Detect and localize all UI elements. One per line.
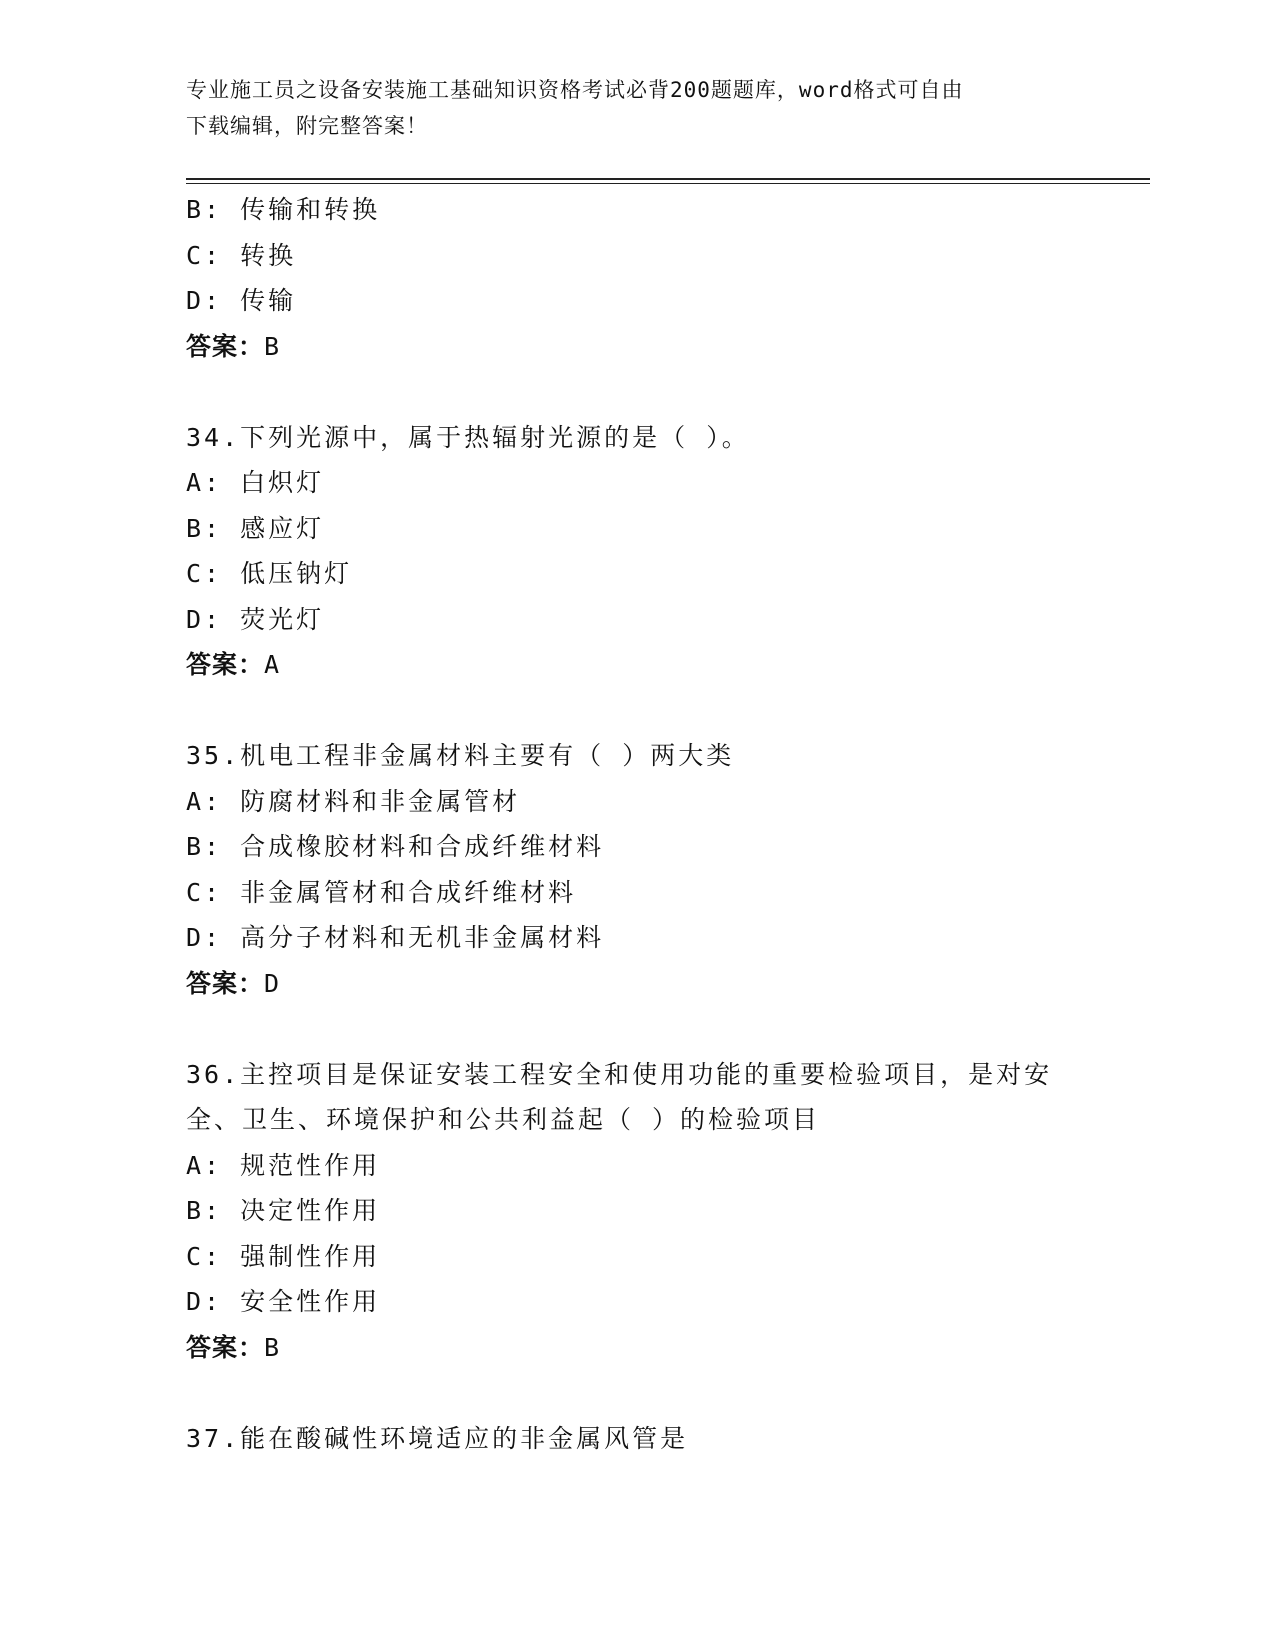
answer-line [186, 1325, 1086, 1371]
question-block-37 [186, 1416, 1086, 1462]
question-list [186, 187, 1086, 1461]
answer-line [186, 642, 1086, 688]
option-b: B: 合成橡胶材料和合成纤维材料 [186, 832, 605, 861]
answer-label: 答案： [186, 331, 265, 361]
question-stem: 37.能在酸碱性环境适应的非金属风管是 [186, 1423, 689, 1453]
question-stem: 35.机电工程非金属材料主要有（ ）两大类 [186, 741, 735, 770]
option-c: C: 转换 [186, 240, 297, 270]
answer-value: B [264, 331, 281, 361]
header-divider-thin [186, 183, 1150, 184]
answer-label: 答案： [186, 1332, 265, 1362]
question-stem-line-1: 36.主控项目是保证安装工程安全和使用功能的重要检验项目，是对安 [186, 1059, 1053, 1089]
option-d: D: 荧光灯 [186, 604, 325, 634]
answer-value: D [264, 968, 281, 998]
question-block-33-partial [186, 187, 1086, 369]
question-block-34 [186, 415, 1086, 688]
answer-label: 答案： [186, 650, 265, 679]
option-a: A: 规范性作用 [186, 1150, 381, 1180]
question-block-35 [186, 733, 1086, 1006]
answer-label: 答案： [186, 968, 265, 998]
option-d: D: 高分子材料和无机非金属材料 [186, 923, 605, 952]
option-b: B: 传输和转换 [186, 195, 381, 224]
answer-line [186, 324, 1086, 370]
option-d: D: 安全性作用 [186, 1287, 381, 1316]
question-stem: 34.下列光源中，属于热辐射光源的是（ ）。 [186, 422, 750, 452]
option-a: A: 白炽灯 [186, 468, 325, 497]
option-b: B: 决定性作用 [186, 1196, 381, 1225]
header-title-line-1: 专业施工员之设备安装施工基础知识资格考试必背200题题库，word格式可自由 [186, 78, 964, 102]
spacer [186, 1006, 1086, 1052]
answer-value: A [264, 650, 281, 679]
option-b: B: 感应灯 [186, 513, 325, 543]
document-header [186, 72, 1066, 144]
spacer [186, 369, 1086, 415]
option-d: D: 传输 [186, 286, 297, 315]
header-divider-thick [186, 178, 1150, 180]
question-stem-line-2: 全、卫生、环境保护和公共利益起（ ）的检验项目 [186, 1105, 821, 1134]
option-c: C: 低压钠灯 [186, 559, 353, 588]
spacer [186, 688, 1086, 734]
header-title-line-2: 下载编辑，附完整答案！ [186, 114, 428, 138]
answer-line [186, 961, 1086, 1007]
option-c: C: 非金属管材和合成纤维材料 [186, 877, 577, 907]
option-c: C: 强制性作用 [186, 1241, 381, 1271]
spacer [186, 1370, 1086, 1416]
answer-value: B [264, 1332, 281, 1362]
option-a: A: 防腐材料和非金属管材 [186, 786, 521, 816]
question-block-36 [186, 1052, 1086, 1371]
